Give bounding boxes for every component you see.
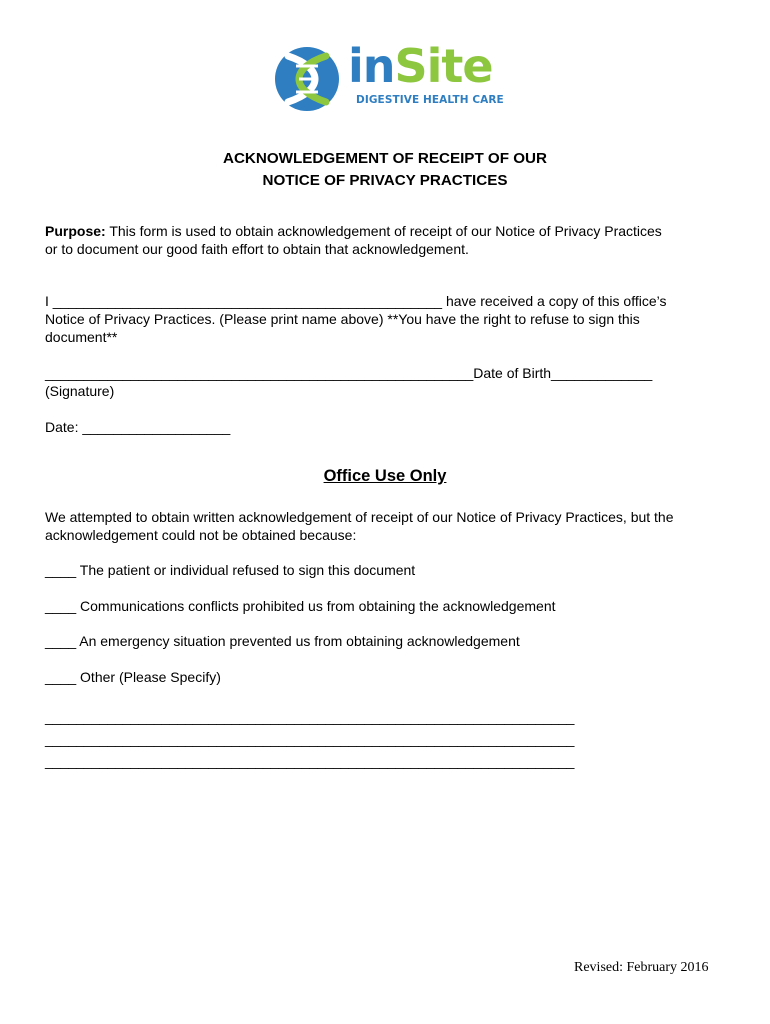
revised-date: Revised: February 2016 xyxy=(574,960,709,975)
acknowledgement-line-2: Notice of Privacy Practices. (Please print name above) **You have the right to refuse to sign this xyxy=(45,311,640,327)
acknowledgement-line-3: document** xyxy=(45,329,118,345)
option-communications: ____ Communications conflicts prohibited us from obtaining the acknowledgement xyxy=(45,598,556,614)
option-emergency: ____ An emergency situation prevented us from obtaining acknowledgement xyxy=(45,633,520,649)
document-title-line-1: ACKNOWLEDGEMENT OF RECEIPT OF OUR xyxy=(223,150,547,167)
signature-dob-line: _______________________________________________________Date of Birth_____________ xyxy=(45,365,653,381)
option-other: ____ Other (Please Specify) xyxy=(45,669,221,685)
signature-label: (Signature) xyxy=(45,383,115,399)
logo-wordmark: inSite xyxy=(348,39,493,93)
option-refused: ____ The patient or individual refused to sign this document xyxy=(45,562,416,578)
purpose-line-2: or to document our good faith effort to obtain that acknowledgement. xyxy=(45,241,469,257)
purpose-line-1: Purpose: This form is used to obtain acknowledgement of receipt of our Notice of Privacy Practices xyxy=(45,223,662,239)
specify-blank-line-3: ____________________________________________________________________ xyxy=(45,753,575,769)
date-line: Date: ___________________ xyxy=(45,419,231,435)
specify-blank-line-2: ____________________________________________________________________ xyxy=(45,731,575,747)
dna-helix-icon xyxy=(274,46,340,112)
name-acknowledgement-line: I __________________________________________________ have received a copy of this office’s xyxy=(45,293,667,309)
office-intro-line-1: We attempted to obtain written acknowledgement of receipt of our Notice of Privacy Practices, but the xyxy=(45,509,674,525)
office-use-heading: Office Use Only xyxy=(323,467,447,485)
document-title-line-2: NOTICE OF PRIVACY PRACTICES xyxy=(262,172,508,189)
office-intro-line-2: acknowledgement could not be obtained because: xyxy=(45,527,357,543)
insite-logo xyxy=(274,39,504,114)
logo-tagline: DIGESTIVE HEALTH CARE xyxy=(356,94,504,106)
specify-blank-line-1: ____________________________________________________________________ xyxy=(45,709,575,725)
